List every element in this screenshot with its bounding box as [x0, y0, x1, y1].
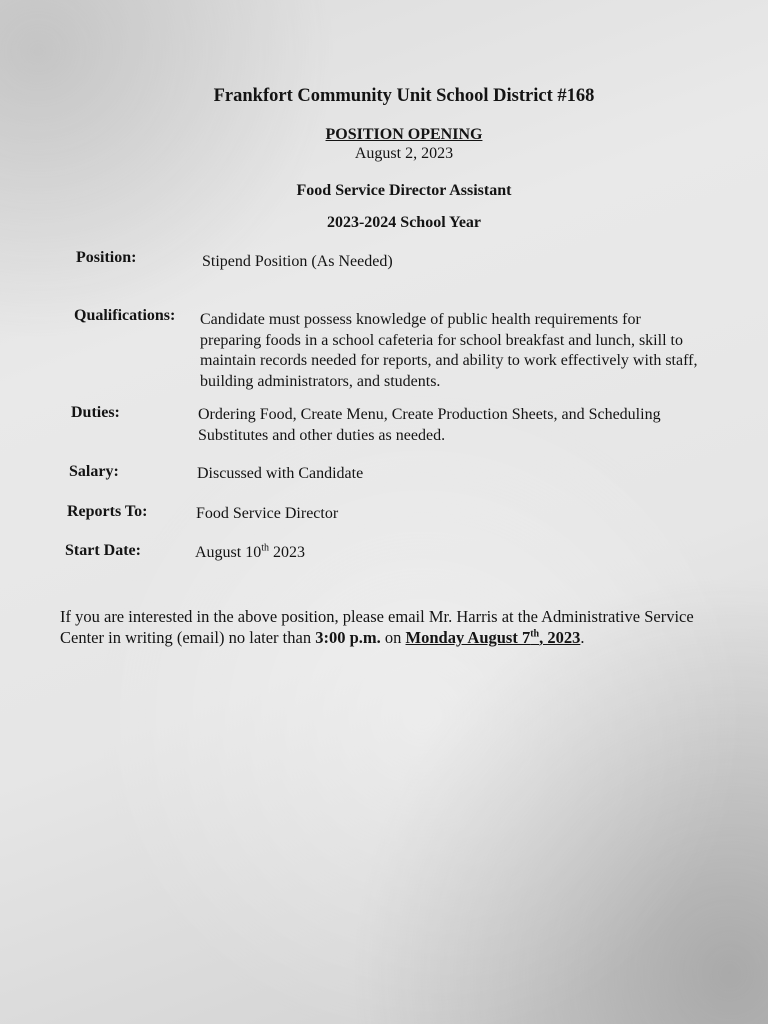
- reports-to-value: Food Service Director: [196, 505, 339, 522]
- deadline-date: Monday August 7th, 2023: [405, 628, 581, 647]
- duties-label: Duties:: [71, 404, 120, 421]
- salary-value: Discussed with Candidate: [197, 465, 364, 482]
- position-title: Food Service Director Assistant: [296, 182, 512, 199]
- qualifications-label: Qualifications:: [74, 307, 176, 324]
- duties-line: Substitutes and other duties as needed.: [198, 426, 446, 444]
- deadline-time: 3:00 p.m.: [315, 628, 381, 647]
- school-year: 2023-2024 School Year: [326, 214, 482, 231]
- start-date-value: August 10th 2023: [195, 542, 306, 561]
- reports-to-label: Reports To:: [67, 503, 148, 520]
- start-date-label: Start Date:: [65, 542, 141, 559]
- opening-date: August 2, 2023: [354, 145, 454, 162]
- qualifications-line: Candidate must possess knowledge of public health requirements for: [200, 311, 641, 328]
- opening-title: POSITION OPENING: [325, 126, 483, 143]
- duties-value: [198, 405, 748, 446]
- salary-label: Salary:: [69, 463, 119, 480]
- qualifications-line: building administrators, and students.: [200, 372, 441, 390]
- qualifications-line: preparing foods in a school cafeteria for school breakfast and lunch, skill to: [200, 331, 683, 349]
- qualifications-line: maintain records needed for reports, and ability to work effectively with staff,: [200, 352, 698, 369]
- closing-paragraph: [60, 606, 760, 648]
- position-value: Stipend Position (As Needed): [202, 253, 393, 270]
- qualifications-value: [200, 310, 750, 392]
- closing-line-1: If you are interested in the above position, please email Mr. Harris at the Administrative Service: [60, 607, 694, 626]
- duties-line: Ordering Food, Create Menu, Create Production Sheets, and Scheduling: [198, 406, 661, 423]
- closing-line-2: Center in writing (email) no later than 3:00 p.m. on Monday August 7th, 2023.: [60, 628, 585, 647]
- district-name: Frankfort Community Unit School District #168: [213, 86, 595, 106]
- position-label: Position:: [76, 249, 137, 266]
